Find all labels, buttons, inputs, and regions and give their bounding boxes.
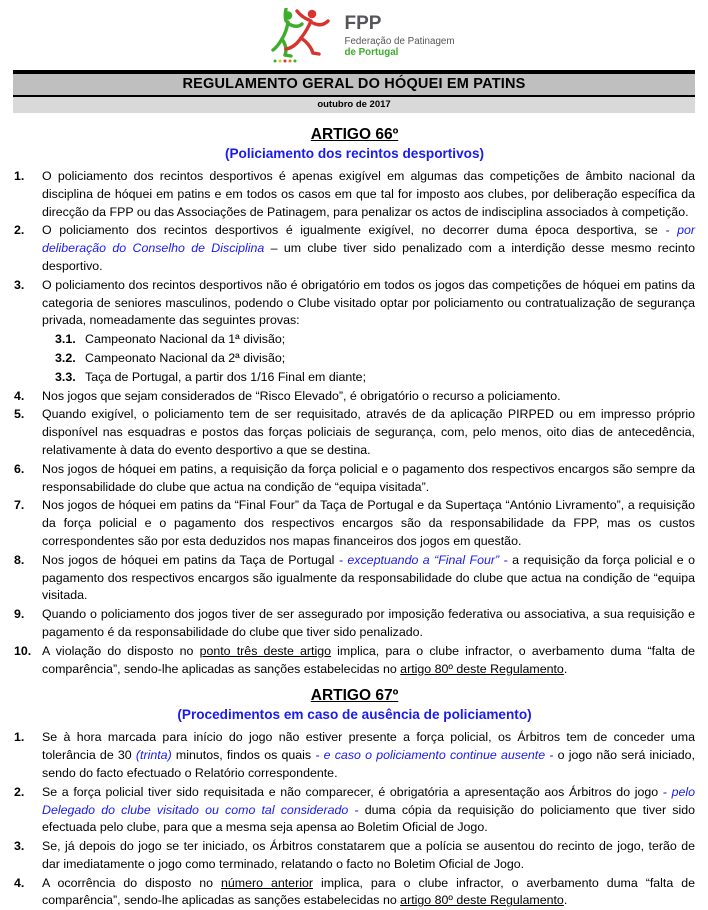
item-text xyxy=(42,222,695,275)
fpp-logo xyxy=(0,0,708,67)
list-item xyxy=(14,784,695,837)
text-run: Nos jogos de hóquei em patins da Taça de Portugal xyxy=(42,552,339,567)
item-text xyxy=(42,838,695,874)
item-text xyxy=(42,784,695,837)
fpp-acronym: FPP xyxy=(344,12,382,34)
reference-run: artigo 80º deste Regulamento xyxy=(400,893,564,908)
text-run: implica, para o clube infractor, o averbamento duma “falta de comparência”, sendo-lhe aplicadas as sanções estabelecidas no xyxy=(42,643,695,676)
item-number: 9. xyxy=(14,607,25,622)
item-text xyxy=(85,350,695,368)
item-number: 7. xyxy=(14,498,25,513)
emphasis-run: - pelo Delegado do clube visitado ou como tal considerado - xyxy=(42,784,695,817)
text-run: Se a força policial tiver sido requisitada e não comparecer, é obrigatória a apresentação aos Árbitros do jogo xyxy=(42,784,663,799)
reference-run: número anterior xyxy=(220,875,313,890)
item-number: 2. xyxy=(14,223,25,238)
item-number: 3. xyxy=(14,277,25,292)
text-run: a requisição da força policial e o pagamento dos respectivos encargos são igualmente da responsabilidade do clube que actua na condição de “equipa visitada. xyxy=(42,552,696,603)
text-run: . xyxy=(563,893,568,908)
text-run: implica, para o clube infractor, o averbamento duma “falta de comparência”, sendo-lhe aplicadas as sanções estabelecidas no xyxy=(42,875,696,908)
text-run: Campeonato Nacional da 2ª divisão; xyxy=(85,350,286,365)
item-text xyxy=(42,729,695,782)
item-number: 5. xyxy=(14,407,25,422)
sub-list-item xyxy=(55,331,695,349)
list-item xyxy=(14,168,695,221)
text-run: A violação do disposto no xyxy=(42,643,200,658)
article xyxy=(14,687,695,910)
fpp-logo-text xyxy=(344,14,454,58)
item-text xyxy=(42,406,695,459)
document-body xyxy=(0,113,708,910)
article xyxy=(14,126,695,678)
fpp-name: Federação de Patinagem xyxy=(344,35,455,47)
text-run: Se à hora marcada para início do jogo não estiver presente a força policial, os Árbitros tem de conceder uma tolerância de 30 xyxy=(42,730,695,763)
item-text xyxy=(85,331,695,349)
list-item xyxy=(14,406,695,459)
text-run: O policiamento dos recintos desportivos é apenas exigível em algumas das competições de âmbito nacional da disciplina de hóquei em patins e em todos os casos em que tal for imposto aos clubes, por deliberação específica da direcção da FPP ou das Associações de Patinagem, para penalizar os actos de indisciplina associados à competição. xyxy=(42,169,695,219)
text-run: . xyxy=(563,661,568,676)
text-run: Quando exigível, o policiamento tem de ser requisitado, através de da aplicação PIRPED ou em impresso próprio disponível nas esquadras e postos das forças policiais de segurança, com, pelo menos, oito dias de antecedência, relativamente à data do evento desportivo a que se destina. xyxy=(42,407,695,457)
list-item xyxy=(14,643,695,679)
text-run: Campeonato Nacional da 1ª divisão; xyxy=(85,332,286,347)
list-item xyxy=(14,838,695,874)
text-run: O policiamento dos recintos desportivos é igualmente exigível, no decorrer duma época desportiva, se xyxy=(42,223,666,238)
text-run: Quando o policiamento dos jogos tiver de ser assegurado por imposição federativa ou associativa, a sua requisição e pagamento é da responsabilidade do clube que tiver sido penalizado. xyxy=(42,607,695,639)
text-run: Nos jogos que sejam considerados de “Risco Elevado”, é obrigatório o recurso a policiamento. xyxy=(42,388,561,403)
item-text xyxy=(42,875,695,910)
list-item xyxy=(14,875,695,910)
item-text xyxy=(42,168,695,221)
fpp-skaters-icon xyxy=(271,8,335,64)
text-run: O policiamento dos recintos desportivos não é obrigatório em todos os jogos das competições de hóquei em patins da categoria de seniores masculinos, podendo o Clube visitado optar por policiamento ou contratualização de segurança privada, nomeadamente das seguintes provas: xyxy=(42,277,695,328)
list-item xyxy=(14,388,695,406)
emphasis-run: - exceptuando a “Final Four” - xyxy=(338,552,508,567)
emphasis-run: - e caso o policiamento continue ausente - xyxy=(315,748,554,763)
list-item xyxy=(14,222,695,275)
item-number: 2. xyxy=(14,784,25,799)
sub-list-item xyxy=(55,350,695,368)
item-text xyxy=(42,461,695,497)
article-title: ARTIGO 66º xyxy=(310,126,399,143)
text-run: minutos, findos os quais xyxy=(171,748,316,763)
emphasis-run: (trinta) xyxy=(135,748,172,763)
item-number: 3.3. xyxy=(55,369,76,384)
text-run: – um clube tiver sido penalizado com a interdição desse mesmo recinto desportivo. xyxy=(42,241,695,273)
list-item xyxy=(14,497,695,550)
item-number: 1. xyxy=(14,730,25,745)
item-number: 10. xyxy=(14,643,32,658)
item-number: 3.2. xyxy=(55,350,76,365)
list-item xyxy=(14,729,695,782)
item-text xyxy=(42,643,695,679)
text-run: Taça de Portugal, a partir dos 1/16 Final em diante; xyxy=(85,369,367,384)
item-text xyxy=(42,552,695,605)
text-run: o jogo não será iniciado, sendo do facto efectuado o Relatório correspondente. xyxy=(42,748,695,780)
list-item xyxy=(14,461,695,497)
item-text xyxy=(85,369,695,387)
item-number: 4. xyxy=(14,875,25,890)
item-number: 6. xyxy=(14,461,25,476)
list-item xyxy=(14,606,695,642)
item-number: 4. xyxy=(14,388,25,403)
list-item xyxy=(14,552,695,605)
sub-list-item xyxy=(55,369,695,387)
regulation-title: REGULAMENTO GERAL DO HÓQUEI EM PATINS xyxy=(13,74,695,97)
article-subtitle: (Policiamento dos recintos desportivos) xyxy=(224,146,485,161)
text-run: Nos jogos de hóquei em patins, a requisição da força policial e o pagamento dos respectivos encargos são sempre da responsabilidade do clube que actua na condição de “equipa visitada”. xyxy=(42,461,695,494)
text-run: Nos jogos de hóquei em patins da “Final Four” da Taça de Portugal e da Supertaça “António Livramento”, a requisição da força policial e o pagamento dos respectivos encargos são da responsabilidade da FPP, mas os custos correspondentes são por esta deduzidos nos mapas financeiros dos jogos em questão. xyxy=(42,498,695,548)
regulation-date: outubro de 2017 xyxy=(13,97,695,113)
regulation-title-bar xyxy=(13,70,695,113)
item-number: 3. xyxy=(14,839,25,854)
text-run: A ocorrência do disposto no xyxy=(42,875,221,890)
list-item xyxy=(14,277,695,330)
item-text xyxy=(42,277,695,330)
item-number: 3.1. xyxy=(55,332,76,347)
article-title: ARTIGO 67º xyxy=(310,687,399,705)
reference-run: artigo 80º deste Regulamento xyxy=(400,661,564,676)
article-subtitle: (Procedimentos em caso de ausência de policiamento) xyxy=(177,707,532,723)
item-text xyxy=(42,606,695,642)
item-text xyxy=(42,497,695,550)
emphasis-run: - por deliberação do Conselho de Disciplina xyxy=(42,223,695,256)
item-number: 1. xyxy=(14,169,25,183)
item-text xyxy=(42,388,695,406)
text-run: duma cópia da requisição do policiamento que tiver sido efectuada pelo clube, para que a mesma seja apensa ao Boletim Oficial de Jogo. xyxy=(42,802,695,835)
item-number: 8. xyxy=(14,552,25,567)
fpp-country: de Portugal xyxy=(344,46,399,58)
reference-run: ponto três deste artigo xyxy=(199,643,332,658)
text-run: Se, já depois do jogo se ter iniciado, os Árbitros constatarem que a polícia se ausentou do recinto de jogo, terão de dar imediatamente o jogo como terminado, relatando o facto no Boletim Oficial de Jogo. xyxy=(42,839,695,871)
